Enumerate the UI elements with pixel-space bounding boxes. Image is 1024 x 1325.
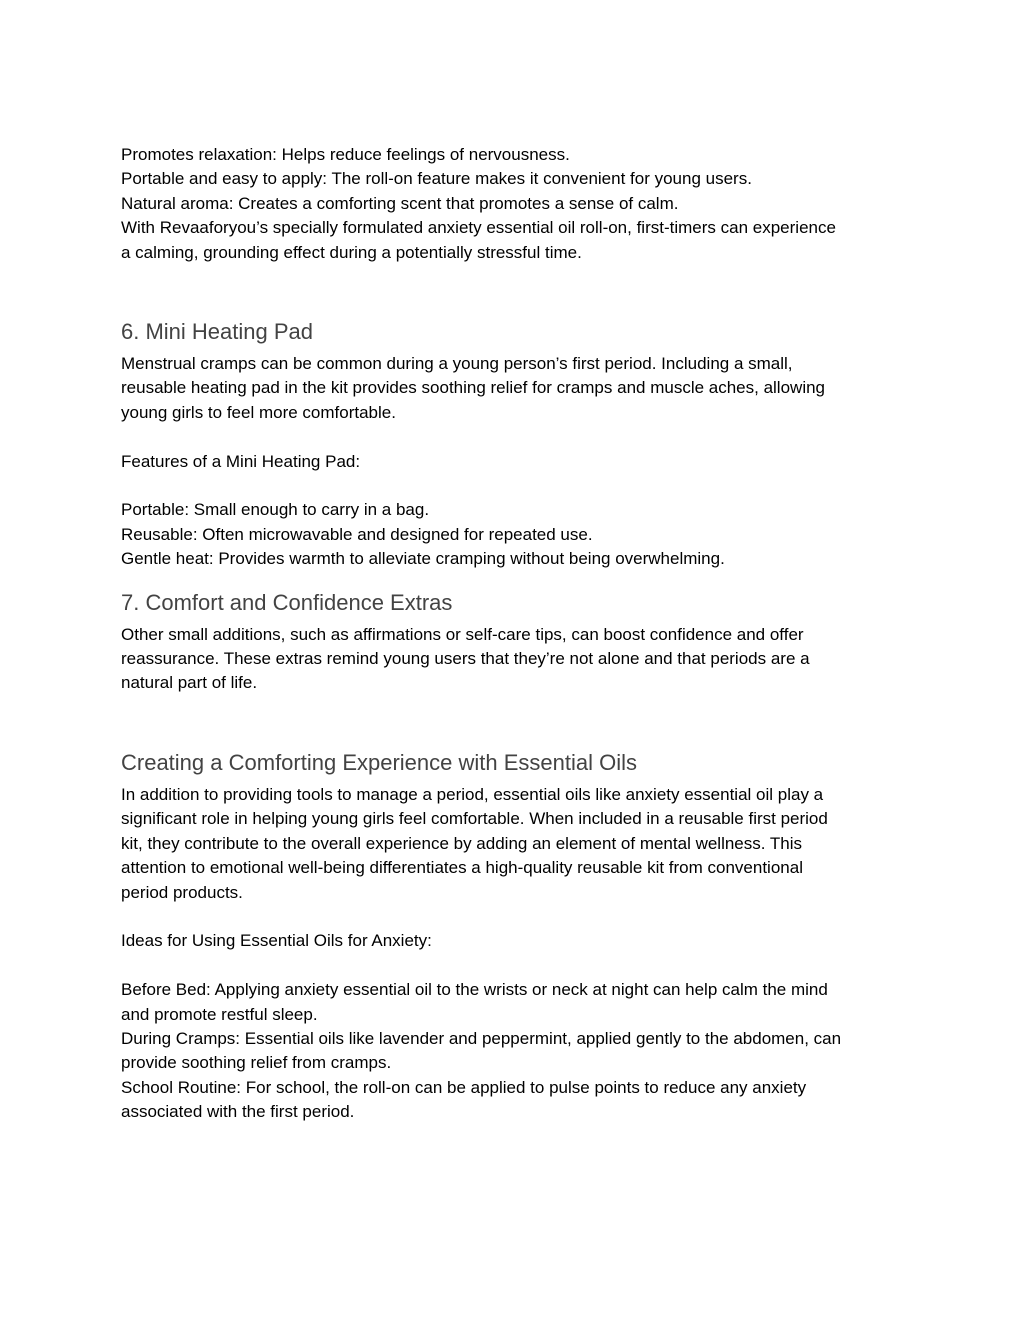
spacer bbox=[121, 425, 911, 449]
feature-item: Reusable: Often microwavable and designed for repeated use. bbox=[121, 524, 593, 544]
section-heading-mini-heating-pad: 6. Mini Heating Pad bbox=[121, 319, 313, 345]
paragraph-line: Other small additions, such as affirmations or self-care tips, can boost confidence and offer bbox=[121, 624, 804, 644]
benefit-item: Promotes relaxation: Helps reduce feelings of nervousness. bbox=[121, 145, 570, 164]
idea-line: Before Bed: Applying anxiety essential oil to the wrists or neck at night can help calm the mind bbox=[121, 980, 828, 1000]
spacer bbox=[121, 905, 911, 929]
idea-line: and promote restful sleep. bbox=[121, 1004, 318, 1024]
features-title: Features of a Mini Heating Pad: bbox=[121, 451, 361, 471]
paragraph-line: young girls to feel more comfortable. bbox=[121, 402, 396, 422]
section-heading-essential-oils: Creating a Comforting Experience with Essential Oils bbox=[121, 749, 638, 775]
paragraph-line: reusable heating pad in the kit provides soothing relief for cramps and muscle aches, allowing bbox=[121, 378, 826, 398]
idea-line: provide soothing relief from cramps. bbox=[121, 1053, 392, 1073]
paragraph-line: Menstrual cramps can be common during a young person’s first period. Including a small, bbox=[121, 354, 793, 374]
section-heading-comfort-extras: 7. Comfort and Confidence Extras bbox=[121, 589, 453, 615]
paragraph-line: significant role in helping young girls feel comfortable. When included in a reusable first period bbox=[121, 809, 828, 829]
idea-line: associated with the first period. bbox=[121, 1102, 355, 1122]
feature-item: Gentle heat: Provides warmth to alleviate cramping without being overwhelming. bbox=[121, 549, 725, 569]
benefit-item: Natural aroma: Creates a comforting scent that promotes a sense of calm. bbox=[121, 193, 679, 213]
idea-line: During Cramps: Essential oils like lavender and peppermint, applied gently to the abdomen, can bbox=[121, 1028, 842, 1048]
paragraph-line: attention to emotional well-being differentiates a high-quality reusable kit from conventional bbox=[121, 858, 803, 878]
paragraph-line: kit, they contribute to the overall experience by adding an element of mental wellness. This bbox=[121, 833, 803, 853]
paragraph-line: In addition to providing tools to manage a period, essential oils like anxiety essential oil play a bbox=[121, 784, 824, 804]
spacer bbox=[121, 954, 911, 978]
paragraph-line: reassurance. These extras remind young users that they’re not alone and that periods are a bbox=[121, 649, 810, 669]
intro-closing-line: With Revaaforyou’s specially formulated anxiety essential oil roll-on, first-timers can experience bbox=[121, 218, 836, 238]
document-page bbox=[121, 143, 911, 1125]
benefit-item: Portable and easy to apply: The roll-on feature makes it convenient for young users. bbox=[121, 169, 752, 189]
spacer bbox=[121, 474, 911, 498]
ideas-title: Ideas for Using Essential Oils for Anxiety: bbox=[121, 931, 432, 951]
idea-line: School Routine: For school, the roll-on can be applied to pulse points to reduce any anxiety bbox=[121, 1077, 807, 1097]
feature-item: Portable: Small enough to carry in a bag. bbox=[121, 500, 430, 520]
paragraph-line: natural part of life. bbox=[121, 673, 258, 693]
paragraph-line: period products. bbox=[121, 882, 243, 902]
intro-closing-line: a calming, grounding effect during a potentially stressful time. bbox=[121, 242, 582, 262]
